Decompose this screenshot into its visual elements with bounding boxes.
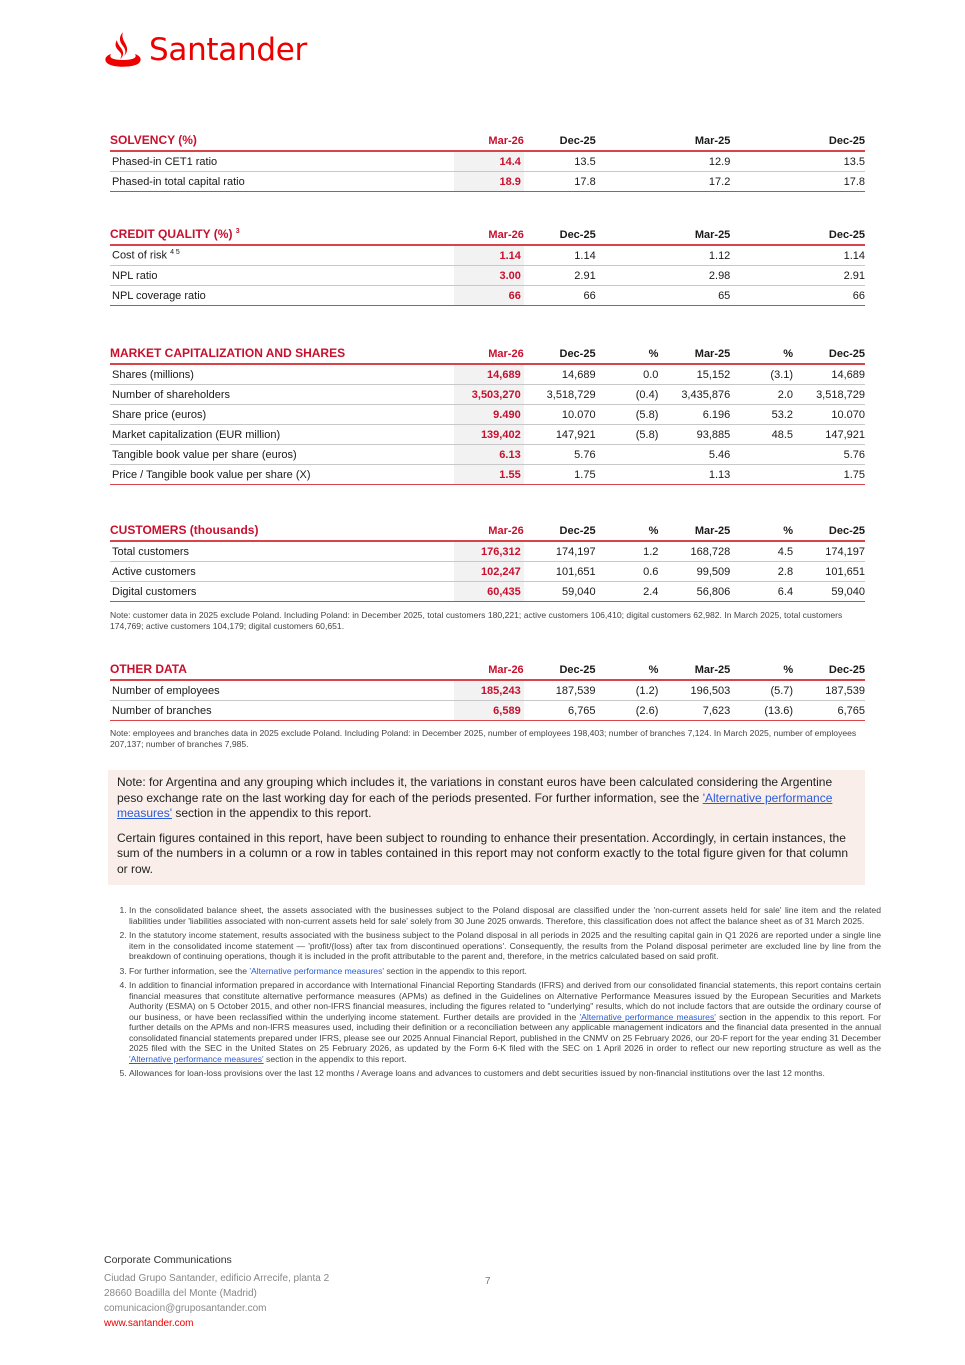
row-label: Number of shareholders	[110, 385, 454, 405]
cell-value: 56,806	[658, 582, 730, 602]
cell-value: 14,689	[524, 364, 596, 385]
cell-value: 1.14	[454, 245, 524, 266]
table-row	[110, 172, 865, 192]
row-label: Phased-in total capital ratio	[110, 172, 454, 192]
cell-value: 17.8	[524, 172, 596, 192]
row-label: NPL coverage ratio	[110, 286, 454, 306]
col-header: Dec-25	[524, 521, 596, 541]
cell-value	[596, 465, 659, 485]
row-label: Active customers	[110, 562, 454, 582]
footer-website-link[interactable]: www.santander.com	[104, 1318, 194, 1329]
cell-value: 1.2	[596, 541, 659, 562]
cell-value: 2.91	[524, 266, 596, 286]
footer-org: Corporate Communications	[104, 1254, 232, 1266]
customers-table	[110, 521, 865, 602]
cell-value: 168,728	[658, 541, 730, 562]
footnote-ref: 3	[235, 228, 240, 235]
cell-value: 1.75	[524, 465, 596, 485]
cell-value: 101,651	[524, 562, 596, 582]
market-cap-table	[110, 344, 865, 485]
cell-value: 13.5	[524, 151, 596, 172]
cell-value: 5.46	[658, 445, 730, 465]
row-label: Total customers	[110, 541, 454, 562]
cell-value: 2.0	[730, 385, 793, 405]
cell-value: 5.76	[793, 445, 865, 465]
col-header: Mar-26	[454, 131, 524, 151]
footnote-item: 5. Allowances for loan-loss provisions over the last 12 months / Average loans and advances to customers and debt securities issued by non-financial institutions over the last 12 months.	[129, 1068, 881, 1079]
footnote-text: In addition to financial information prepared in accordance with International Financial Reporting Standards (IFRS) and derived from our consolidated financial statements, this report contains certain financial measures that constitute alternative performance measures (APMs) as defined in the Guidelines on Alternative Performance Measures issued by the European Securities and Markets Authority (ESMA) on 5 October 2015, and other non-IFRS financial measures, including the figures related to "underlying" results, which do not include factors that are outside the ordinary course of our business, or have been reclassified within the underlying income statement. Further details are provided in the	[129, 980, 881, 1022]
footnote-ref: 4 5	[170, 249, 180, 257]
table-row	[110, 385, 865, 405]
cell-value: 3,435,876	[658, 385, 730, 405]
col-header: Dec-25	[524, 131, 596, 151]
table-header	[110, 521, 865, 541]
row-label: Market capitalization (EUR million)	[110, 425, 454, 445]
row-label: Digital customers	[110, 582, 454, 602]
col-header	[730, 131, 793, 151]
row-label: Number of branches	[110, 701, 454, 721]
cell-value: 196,503	[658, 680, 730, 701]
col-header: %	[730, 660, 793, 680]
col-header: Dec-25	[524, 660, 596, 680]
cell-value: 1.13	[658, 465, 730, 485]
cell-value: 1.14	[524, 245, 596, 266]
cell-value: 14,689	[793, 364, 865, 385]
cell-value: 1.12	[658, 245, 730, 266]
table-row	[110, 582, 865, 602]
cell-value: (0.4)	[596, 385, 659, 405]
table-row	[110, 266, 865, 286]
cell-value: 139,402	[454, 425, 524, 445]
page-number: 7	[485, 1276, 491, 1287]
cell-value	[596, 245, 659, 266]
table-row	[110, 364, 865, 385]
cell-value: (2.6)	[596, 701, 659, 721]
cell-value: 6.196	[658, 405, 730, 425]
col-header: %	[730, 344, 793, 364]
col-header: Dec-25	[793, 131, 865, 151]
cell-value: 2.4	[596, 582, 659, 602]
cell-value: 2.8	[730, 562, 793, 582]
other-data-table	[110, 660, 865, 721]
cell-value: 17.8	[793, 172, 865, 192]
cell-value: 10.070	[524, 405, 596, 425]
col-header: Mar-25	[658, 521, 730, 541]
col-header	[730, 225, 793, 245]
cell-value: 15,152	[658, 364, 730, 385]
table-row	[110, 445, 865, 465]
apm-link[interactable]: 'Alternative performance measures'	[579, 1011, 716, 1022]
footnote-text: section in the appendix to this report.	[384, 965, 527, 976]
cell-value: 99,509	[658, 562, 730, 582]
cell-value: 6.4	[730, 582, 793, 602]
footnote-text: section in the appendix to this report. For further details on the APMs and non-IFRS measures used, including their definition or a reconciliation between any applicable management indicators and the financial data presented in the annual consolidated financial statements prepared under IFRS, please see our 2025 Annual Financial Report, published in the CNMV on 25 February 2026, our 20-F report for the year ending 31 December 2025 filed with the SEC in the United States on 25 February 2026, as updated by the Form 6-K filed with the SEC on 1 April 2026 in order to reflect our new reporting structure as well as the	[129, 1011, 881, 1053]
col-header: Dec-25	[793, 344, 865, 364]
table-row	[110, 562, 865, 582]
cell-value: 174,197	[524, 541, 596, 562]
col-header: %	[596, 344, 659, 364]
cell-value: 60,435	[454, 582, 524, 602]
row-label: Phased-in CET1 ratio	[110, 151, 454, 172]
solvency-table	[110, 131, 865, 192]
cell-value: 14.4	[454, 151, 524, 172]
cell-value: 187,539	[524, 680, 596, 701]
footer-address-line2: 28660 Boadilla del Monte (Madrid)	[104, 1288, 257, 1299]
table-row	[110, 245, 865, 266]
cell-value: 6,589	[454, 701, 524, 721]
cell-value: 48.5	[730, 425, 793, 445]
cell-value	[596, 151, 659, 172]
cell-value: 14,689	[454, 364, 524, 385]
footnote-text: section in the appendix to this report.	[263, 1053, 407, 1064]
cell-value	[596, 445, 659, 465]
footnote-item: 2. In the statutory income statement, results associated with the business subject to the Poland disposal in all periods in 2025 and the resulting capital gain in Q1 2026 are reported under a single line item in the consolidated income statement — 'profit/(loss) after tax from discontinued operations'. Consequently, the results from the Poland disposal perimeter are excluded line by line from the breakdown of continuing operations, though it is included in the profit attributable to the parent and, therefore, in the metrics calculated based on said profit.	[129, 930, 881, 962]
footnote-item	[129, 980, 881, 1064]
cell-value: 174,197	[793, 541, 865, 562]
cell-value: 10.070	[793, 405, 865, 425]
cell-value: 3.00	[454, 266, 524, 286]
cell-value: 147,921	[793, 425, 865, 445]
cell-value: 66	[524, 286, 596, 306]
cell-value	[596, 286, 659, 306]
cell-value: 9.490	[454, 405, 524, 425]
row-label: NPL ratio	[110, 266, 454, 286]
cell-value: 66	[793, 286, 865, 306]
cell-value: 1.14	[793, 245, 865, 266]
cell-value: 65	[658, 286, 730, 306]
col-header: %	[596, 521, 659, 541]
cell-value: (5.8)	[596, 425, 659, 445]
footnote-item	[129, 966, 881, 977]
cell-value: 7,623	[658, 701, 730, 721]
col-header: Mar-26	[454, 660, 524, 680]
cell-value: 2.91	[793, 266, 865, 286]
table-header	[110, 344, 865, 364]
col-header: Mar-25	[658, 660, 730, 680]
credit-quality-table	[110, 225, 865, 306]
cell-value	[730, 172, 793, 192]
cell-value: 66	[454, 286, 524, 306]
cell-value: (3.1)	[730, 364, 793, 385]
cell-value: 0.0	[596, 364, 659, 385]
col-header: Dec-25	[793, 660, 865, 680]
cell-value: (5.7)	[730, 680, 793, 701]
flame-icon	[103, 30, 143, 70]
table-row	[110, 701, 865, 721]
col-header	[596, 131, 659, 151]
col-header: Mar-26	[454, 521, 524, 541]
row-label: Share price (euros)	[110, 405, 454, 425]
table-header	[110, 131, 865, 151]
col-header: Mar-26	[454, 344, 524, 364]
cell-value: 176,312	[454, 541, 524, 562]
col-header: %	[596, 660, 659, 680]
footer	[104, 1253, 329, 1331]
table-title: OTHER DATA	[110, 660, 454, 680]
cell-value: 3,518,729	[524, 385, 596, 405]
cell-value: 4.5	[730, 541, 793, 562]
note-paragraph: Certain figures contained in this report, have been subject to rounding to enhance their presentation. Accordingly, in certain instances, the sum of the numbers in a column or a row in tables contained in this report may not conform exactly to the total figure given for that column or row.	[117, 830, 849, 876]
row-label: Shares (millions)	[110, 364, 454, 385]
footer-email[interactable]: comunicacion@gruposantander.com	[104, 1303, 267, 1314]
col-header: Dec-25	[524, 344, 596, 364]
col-header	[596, 225, 659, 245]
cell-value: (1.2)	[596, 680, 659, 701]
col-header: Mar-25	[658, 225, 730, 245]
cell-value	[730, 151, 793, 172]
note-text: Note: for Argentina and any grouping which includes it, the variations in constant euros have been calculated considering the Argentine peso exchange rate on the last working day for each of the periods presented. For further information, see the	[117, 775, 833, 805]
cell-value: 93,885	[658, 425, 730, 445]
cell-value: 5.76	[524, 445, 596, 465]
col-header: Dec-25	[793, 225, 865, 245]
table-title-text: CREDIT QUALITY (%)	[110, 227, 233, 241]
table-row	[110, 680, 865, 701]
row-label: Number of employees	[110, 680, 454, 701]
cell-value: 1.75	[793, 465, 865, 485]
cell-value	[730, 465, 793, 485]
cell-value: 17.2	[659, 172, 731, 192]
customers-note: Note: customer data in 2025 exclude Poland. Including Poland: in December 2025, total customers 180,221; active customers 106,410; digital customers 62,982. In March 2025, total customers 174,769; active customers 104,179; digital customers 60,651.	[110, 610, 843, 631]
cell-value	[730, 286, 793, 306]
col-header: Dec-25	[524, 225, 596, 245]
table-row	[110, 541, 865, 562]
cell-value: (5.8)	[596, 405, 659, 425]
apm-link[interactable]: 'Alternative performance measures'	[129, 1053, 264, 1064]
santander-logo	[103, 30, 307, 70]
cell-value: 6,765	[793, 701, 865, 721]
cell-value	[596, 266, 659, 286]
cell-value: 12.9	[659, 151, 731, 172]
cell-value: 53.2	[730, 405, 793, 425]
note-text: section in the appendix to this report.	[171, 806, 372, 820]
table-header	[110, 225, 865, 245]
cell-value: 187,539	[793, 680, 865, 701]
row-label: Tangible book value per share (euros)	[110, 445, 454, 465]
cell-value	[730, 445, 793, 465]
cell-value: 3,503,270	[454, 385, 524, 405]
cell-value: 13.5	[793, 151, 865, 172]
cell-value: 185,243	[454, 680, 524, 701]
cell-value: 6,765	[524, 701, 596, 721]
row-label: Price / Tangible book value per share (X)	[110, 465, 454, 485]
cell-value: 59,040	[793, 582, 865, 602]
table-row	[110, 405, 865, 425]
brand-name: Santander	[149, 31, 307, 68]
cell-value	[730, 266, 793, 286]
table-title: CUSTOMERS (thousands)	[110, 521, 454, 541]
table-row	[110, 151, 865, 172]
footnotes-list	[110, 905, 881, 1083]
cell-value: 147,921	[524, 425, 596, 445]
cell-value: 0.6	[596, 562, 659, 582]
table-title: MARKET CAPITALIZATION AND SHARES	[110, 344, 454, 364]
cell-value: 101,651	[793, 562, 865, 582]
table-row	[110, 286, 865, 306]
apm-link[interactable]: 'Alternative performance measures'	[249, 965, 385, 976]
apm-link[interactable]: 'Alternative performance measures'	[117, 790, 833, 820]
cell-value	[730, 245, 793, 266]
cell-value: 6.13	[454, 445, 524, 465]
col-header: %	[730, 521, 793, 541]
row-label-text: Cost of risk	[112, 249, 168, 262]
cell-value: 1.55	[454, 465, 524, 485]
col-header: Mar-26	[454, 225, 524, 245]
cell-value: 18.9	[454, 172, 524, 192]
table-title	[110, 225, 454, 245]
col-header: Dec-25	[793, 521, 865, 541]
col-header: Mar-25	[658, 344, 730, 364]
footer-address-line1: Ciudad Grupo Santander, edificio Arrecife, planta 2	[104, 1273, 330, 1284]
cell-value: 3,518,729	[793, 385, 865, 405]
note-paragraph	[117, 775, 856, 822]
footnote-item: 1. In the consolidated balance sheet, the assets associated with the businesses subject to the Poland disposal are classified under the 'non-current assets held for sale' line item and the related liabilities under 'liabilities associated with non-current assets held for sale' solely from 30 June 2025 onwards. Therefore, this classification does not affect the balance sheet as of 31 March 2025.	[129, 905, 881, 926]
other-data-note: Note: employees and branches data in 2025 exclude Poland. Including Poland: in December 2025, number of employees 198,403; number of branches 7,124. In March 2025, number of employees 207,137; number of branches 7,985.	[110, 728, 857, 749]
col-header: Mar-25	[659, 131, 731, 151]
cell-value: 59,040	[524, 582, 596, 602]
cell-value: 102,247	[454, 562, 524, 582]
table-row	[110, 465, 865, 485]
table-title: SOLVENCY (%)	[110, 131, 454, 151]
cell-value: 2.98	[658, 266, 730, 286]
row-label	[110, 245, 454, 266]
footnote-text: For further information, see the	[129, 965, 250, 976]
cell-value	[596, 172, 659, 192]
table-row	[110, 425, 865, 445]
note-box	[108, 770, 865, 885]
cell-value: (13.6)	[730, 701, 793, 721]
table-header	[110, 660, 865, 680]
